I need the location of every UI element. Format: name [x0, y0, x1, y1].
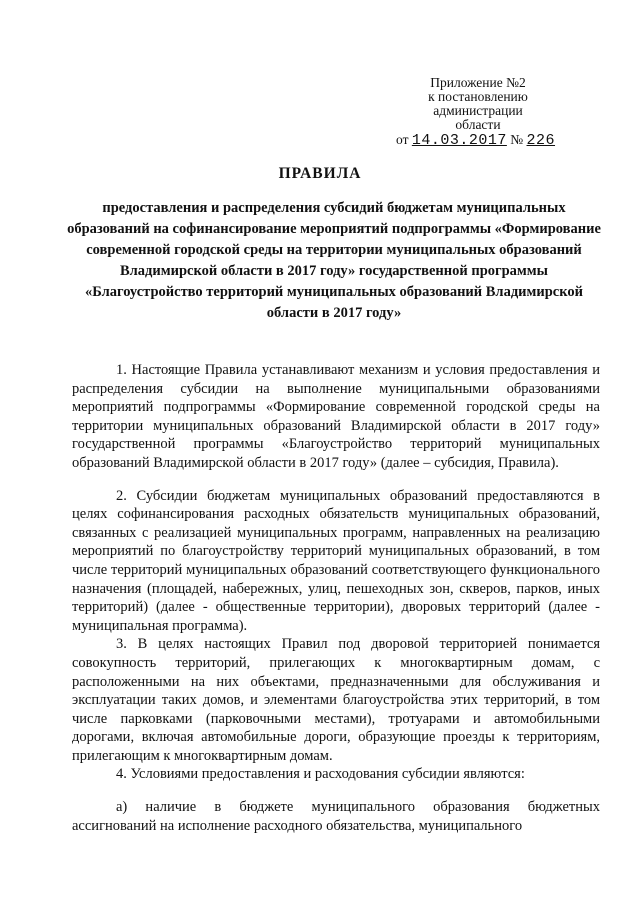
- from-label: от: [396, 132, 409, 147]
- number-label: №: [510, 132, 524, 147]
- document-date: 14.03.2017: [411, 132, 507, 149]
- appendix-block: [398, 76, 558, 132]
- paragraph-4: 4. Условиями предоставления и расходования субсидии являются:: [116, 766, 525, 783]
- document-title: ПРАВИЛА: [278, 165, 362, 182]
- appendix-line-administration: администрации: [433, 103, 523, 118]
- appendix-label: Приложение №2: [430, 75, 526, 90]
- appendix-line-resolution: к постановлению: [428, 89, 528, 104]
- paragraph-2: 2. Субсидии бюджетам муниципальных образований предоставляются в целях софинансирования расходных обязательств муниципальных образований, связанных с реализацией муниципальных программ, направленных на реализацию мероприятий по благоустройству территорий муниципальных образований, в том числе территорий муниципальных образований соответствующего функционального назначения (площадей, набережных, улиц, пешеходных зон, скверов, парков, иных территорий) (далее - общественные территории), дворовых территорий (далее - муниципальная программа).: [72, 487, 600, 634]
- paragraph-3: 3. В целях настоящих Правил под дворовой территорией понимается совокупность территорий, прилегающих к многоквартирным домам, с расположенными на них объектами, предназначенными для обслуживания и эксплуатации таких домов, и элементами благоустройства этих территорий, в том числе парковками (парковочными местами), тротуарами и автомобильными дорогами, включая автомобильные дороги, образующие проезды к территориям, прилегающим к многоквартирным домам.: [72, 636, 600, 764]
- appendix-line-region: области: [455, 117, 501, 132]
- document-number: 226: [526, 132, 556, 149]
- paragraph-1: 1. Настоящие Правила устанавливают механизм и условия предоставления и распределения субсидии на выполнение муниципальными образованиями мероприятий подпрограммы «Формирование современной городской среды на территории муниципальных образований Владимирской области в 2017 году» государственной программы «Благоустройство территорий муниципальных образований Владимирской области в 2017 году» (далее – субсидия, Правила).: [72, 362, 600, 471]
- paragraph-5: а) наличие в бюджете муниципального образования бюджетных ассигнований на исполнение расходного обязательства, муниципального: [72, 799, 600, 834]
- document-body: [72, 361, 600, 835]
- appendix-reference: [396, 132, 576, 149]
- document-subtitle: предоставления и распределения субсидий бюджетам муниципальных образований на софинансирование мероприятий подпрограммы «Формирование современной городской среды на территории муниципальных образований Владимирской области в 2017 году» государственной программы «Благоустройство территорий муниципальных образований Владимирской области в 2017 году»: [67, 200, 601, 321]
